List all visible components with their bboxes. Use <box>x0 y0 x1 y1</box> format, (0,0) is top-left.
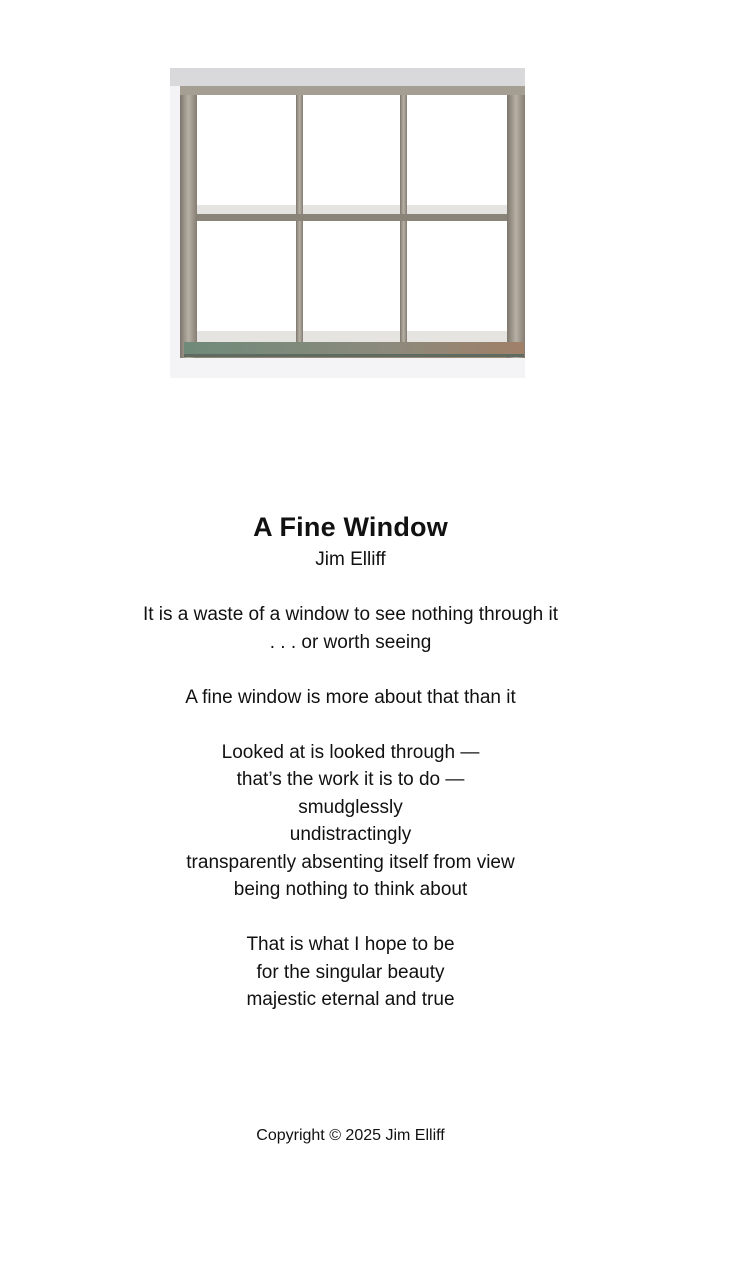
poem-line: A fine window is more about that than it <box>185 686 516 708</box>
copyright-notice: Copyright © 2025 Jim Elliff <box>256 1127 445 1144</box>
poem-line: that’s the work it is to do — <box>236 769 465 790</box>
poem-line: Looked at is looked through — <box>221 741 480 763</box>
stanza-4 <box>0 931 701 1014</box>
poem-line: . . . or worth seeing <box>269 631 432 653</box>
poem-line: undistractingly <box>289 824 412 845</box>
stanza-2 <box>0 684 701 712</box>
poem-line: majestic eternal and true <box>246 989 455 1010</box>
window-frame-illustration <box>170 68 525 378</box>
poem-line: transparently absenting itself from view <box>186 851 515 873</box>
poem-line: It is a waste of a window to see nothing through it <box>142 604 559 625</box>
poem-line: smudglessly <box>298 796 403 818</box>
poem <box>0 508 701 1041</box>
stanza-3 <box>0 739 701 904</box>
poem-line: for the singular beauty <box>256 961 445 983</box>
poem-line: being nothing to think about <box>233 879 468 900</box>
poem-title: A Fine Window <box>253 512 448 542</box>
poem-line: That is what I hope to be <box>246 934 455 955</box>
window-frame-image <box>170 68 525 378</box>
stanza-1 <box>0 601 701 656</box>
poem-author: Jim Elliff <box>315 549 386 570</box>
